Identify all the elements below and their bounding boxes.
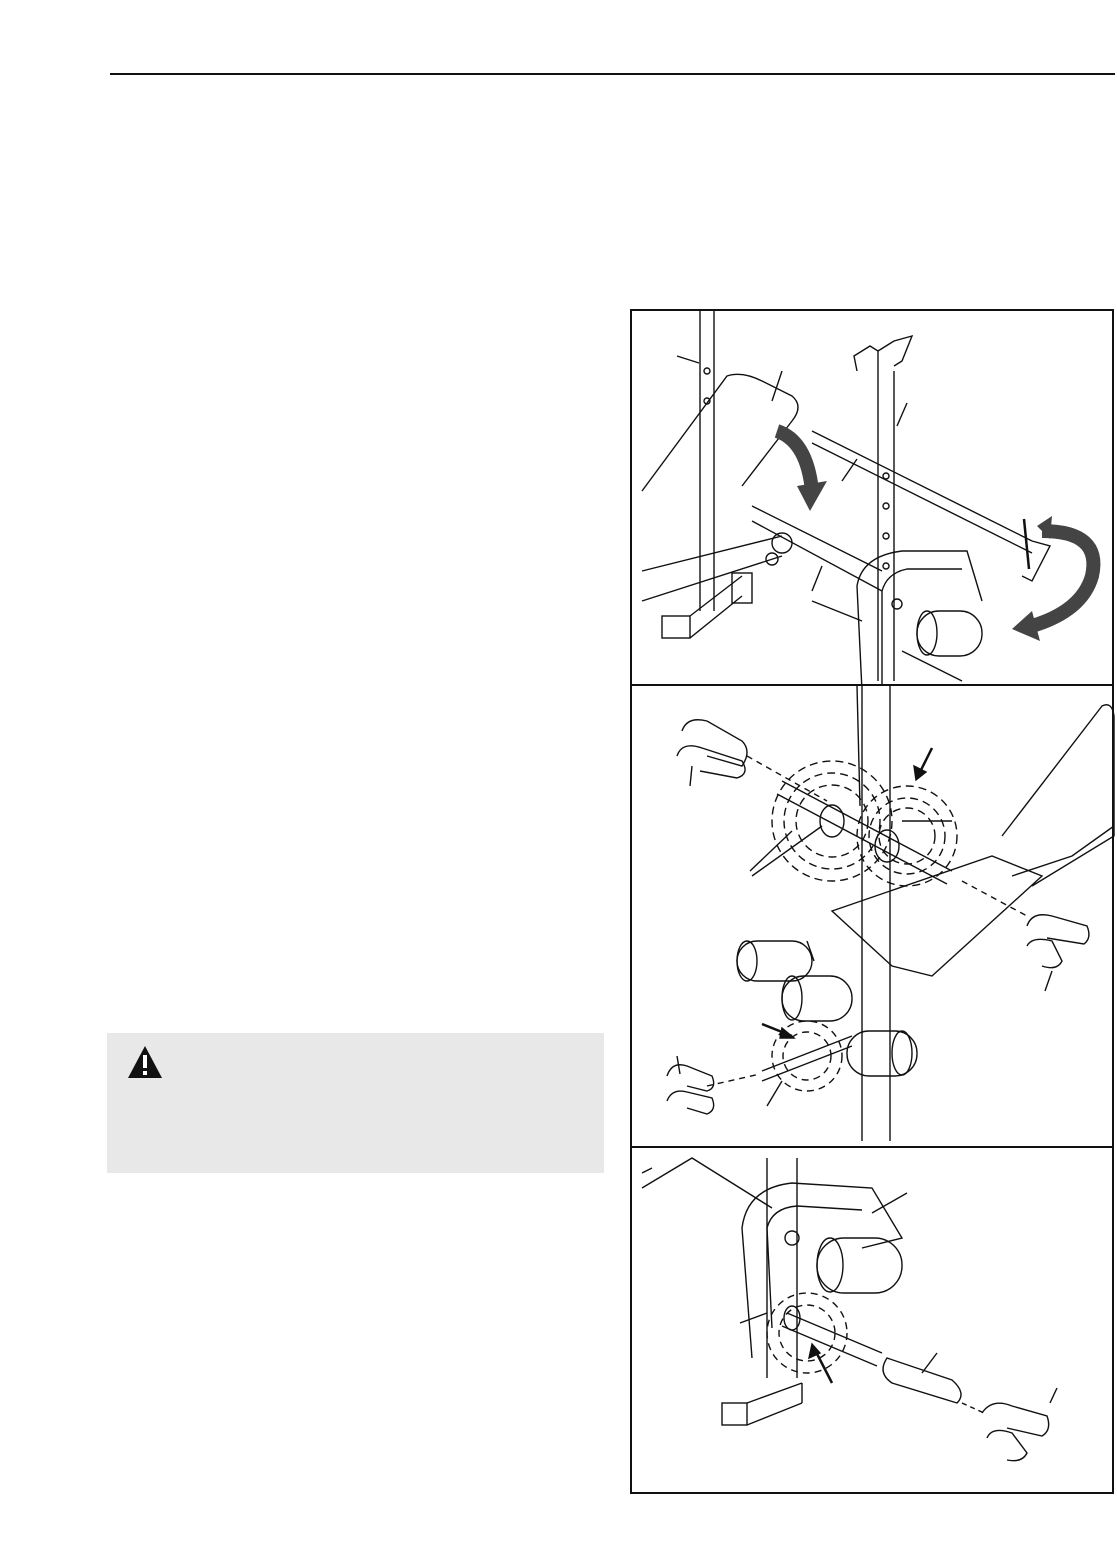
figure-1	[630, 309, 1114, 686]
header-rule	[110, 73, 1115, 75]
warning-box	[107, 1033, 604, 1173]
warning-triangle-icon	[127, 1045, 163, 1079]
figure-3-drawing	[632, 1148, 1116, 1494]
figure-2-drawing	[632, 686, 1116, 1148]
figure-2	[630, 686, 1114, 1148]
figure-3	[630, 1148, 1114, 1494]
figure-1-drawing	[632, 311, 1116, 688]
